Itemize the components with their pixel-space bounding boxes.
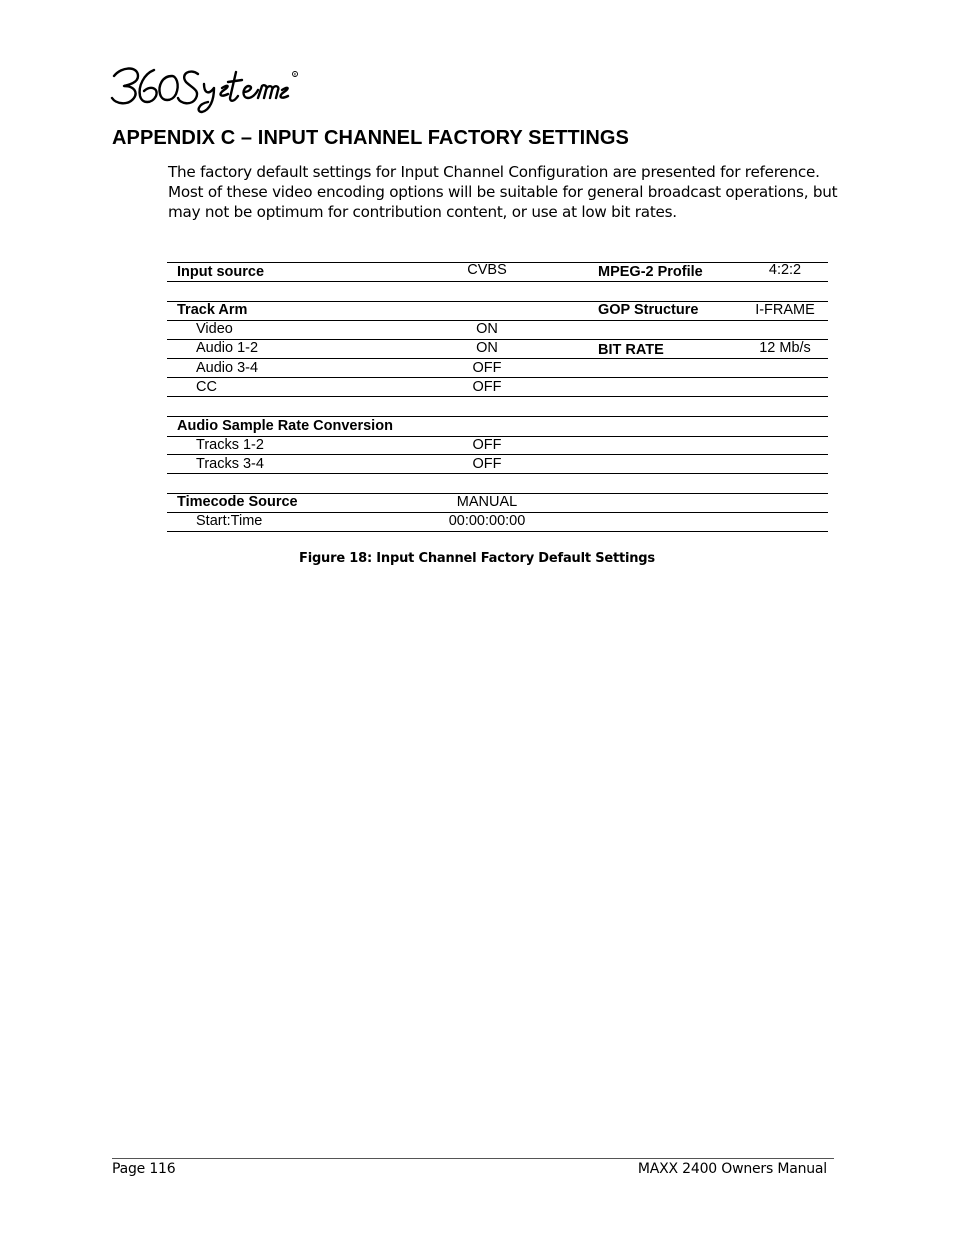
company-logo — [108, 56, 304, 114]
table-rule — [167, 416, 828, 417]
track-arm-video-value: ON — [476, 321, 498, 337]
audio-src-tracks34-value: OFF — [472, 456, 502, 472]
track-arm-cc-label: CC — [196, 379, 217, 395]
track-arm-audio34-value: OFF — [472, 360, 502, 376]
timecode-source-label: Timecode Source — [177, 494, 298, 510]
input-source-value: CVBS — [467, 262, 507, 278]
footer-divider — [112, 1158, 834, 1159]
track-arm-audio12-label: Audio 1-2 — [196, 340, 259, 356]
bit-rate-value: 12 Mb/s — [759, 340, 811, 356]
manual-title: MAXX 2400 Owners Manual — [637, 1161, 827, 1177]
figure-caption: Figure 18: Input Channel Factory Default Settings — [299, 551, 655, 566]
360-systems-logo-icon — [108, 56, 304, 114]
table-rule — [167, 281, 828, 282]
table-rule — [167, 473, 828, 474]
intro-line: may not be optimum for contribution content, or use at low bit rates. — [168, 203, 677, 221]
mpeg2-profile-value: 4:2:2 — [768, 262, 802, 278]
table-rule — [167, 531, 828, 532]
page-title: APPENDIX C – INPUT CHANNEL FACTORY SETTINGS — [112, 127, 629, 149]
gop-structure-value: I-FRAME — [755, 302, 815, 318]
bit-rate-label: BIT RATE — [598, 342, 664, 358]
track-arm-video-label: Video — [196, 321, 233, 337]
intro-line: Most of these video encoding options will be suitable for general broadcast operations, but — [168, 183, 838, 201]
mpeg2-profile-label: MPEG-2 Profile — [598, 264, 703, 280]
audio-src-tracks34-label: Tracks 3-4 — [196, 456, 264, 472]
track-arm-audio12-value: ON — [476, 340, 498, 356]
gop-structure-label: GOP Structure — [598, 302, 699, 318]
table-rule — [167, 301, 828, 302]
intro-line: The factory default settings for Input Channel Configuration are presented for reference. — [168, 163, 820, 181]
table-rule — [167, 396, 828, 397]
page-number: Page 116 — [112, 1161, 176, 1177]
timecode-source-value: MANUAL — [456, 494, 518, 510]
intro-paragraph — [168, 162, 848, 222]
svg-text:R: R — [293, 72, 297, 77]
table-rule — [167, 358, 828, 359]
table-rule — [167, 377, 828, 378]
audio-src-tracks12-label: Tracks 1-2 — [196, 437, 264, 453]
track-arm-audio34-label: Audio 3-4 — [196, 360, 259, 376]
track-arm-cc-value: OFF — [472, 379, 502, 395]
settings-table — [167, 262, 828, 532]
track-arm-label: Track Arm — [177, 302, 248, 318]
timecode-start-value: 00:00:00:00 — [448, 513, 526, 529]
table-rule — [167, 454, 828, 455]
timecode-start-label: Start:Time — [196, 513, 263, 529]
audio-src-label: Audio Sample Rate Conversion — [177, 418, 393, 434]
input-source-label: Input source — [177, 264, 265, 280]
audio-src-tracks12-value: OFF — [472, 437, 502, 453]
